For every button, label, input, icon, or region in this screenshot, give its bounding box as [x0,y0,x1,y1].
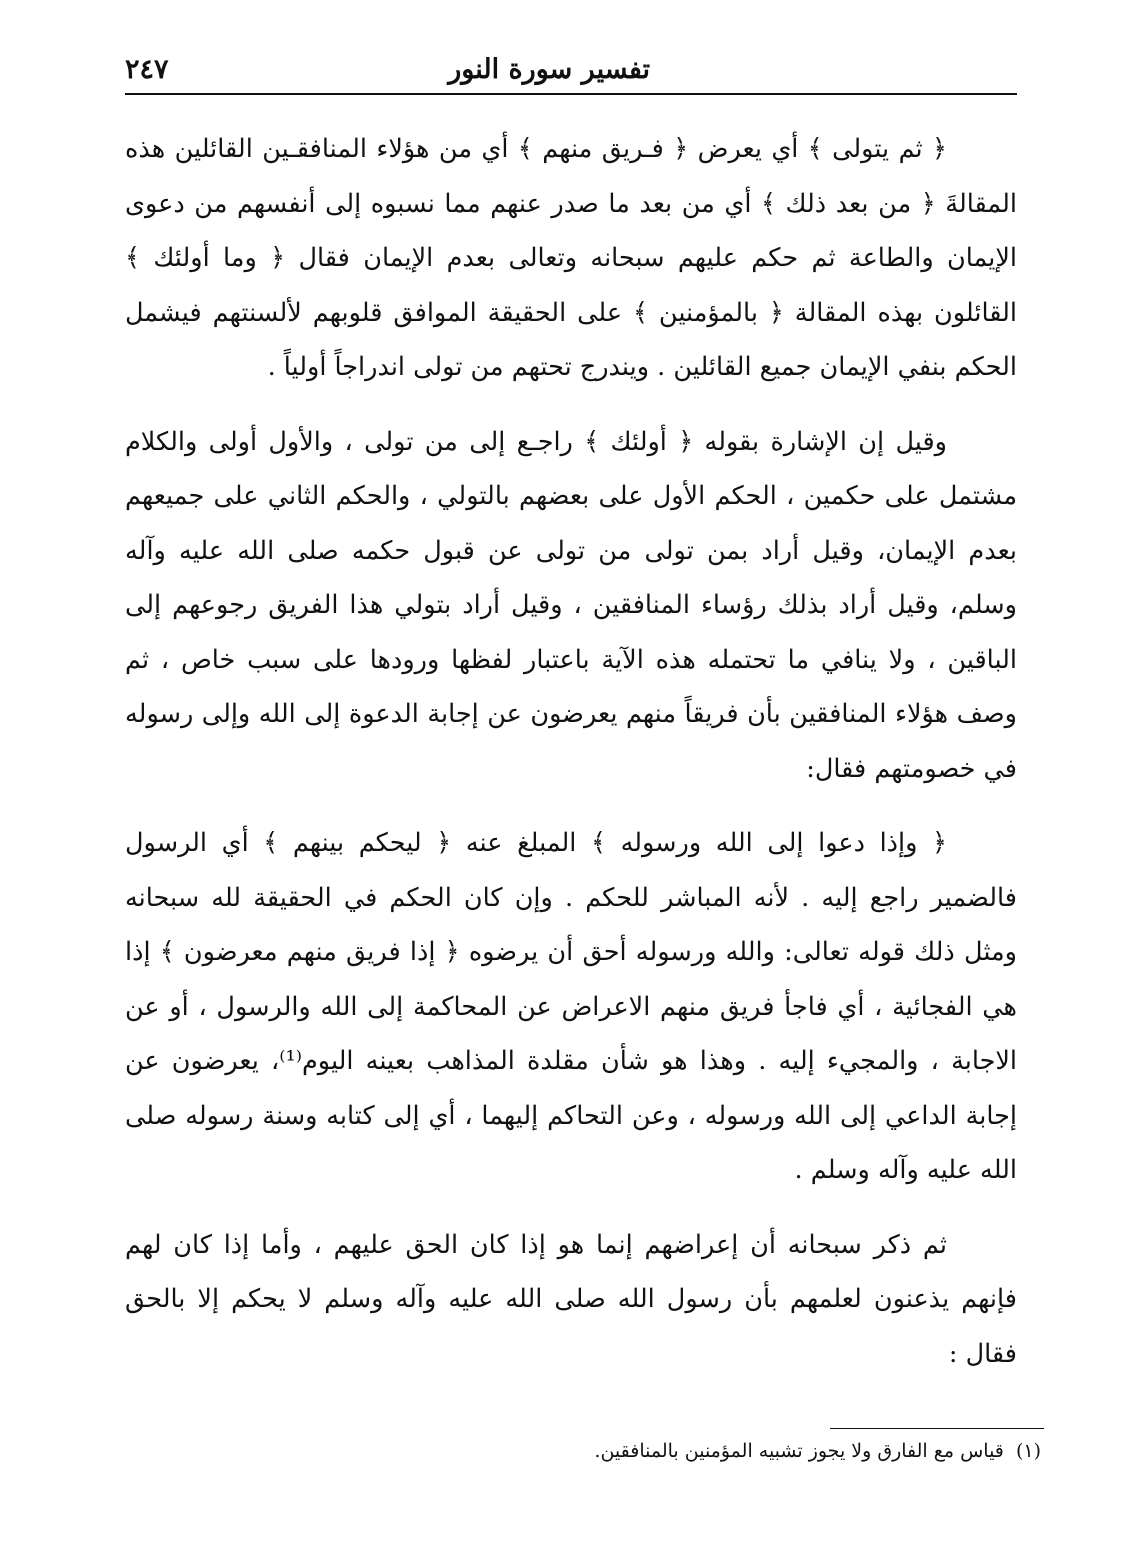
footnote-marker: (١) [1015,1440,1041,1462]
paragraph-4: ثم ذكر سبحانه أن إعراضهم إنما هو إذا كان الحق عليهم ، وأما إذا كان لهم فإنهم يذعنون لعلمهم بأن رسول الله صلى الله عليه وآله وسلم لا يحكم إلا بالحق فقال : [125,1229,1017,1369]
footnote-text: قياس مع الفارق ولا يجوز تشبيه المؤمنين بالمنافقين. [594,1440,1004,1462]
main-text [125,122,1017,1381]
paragraph-3: ﴿ وإذا دعوا إلى الله ورسوله ﴾ المبلغ عنه ﴿ ليحكم بينهم ﴾ أي الرسول فالضمير راجع إليه . لأنه المباشر للحكم . وإن كان الحكم في الحقيقة لله سبحانه ومثل ذلك قوله تعالى: والله ورسوله أحق أن يرضوه ﴿ إذا فريق منهم معرضون ﴾ إذا هي الفجائية ، أي فاجأ فريق منهم الاعراض عن المحاكمة إلى الله والرسول ، أو عن الاجابة ، والمجيء إليه . وهذا هو شأن مقلدة المذاهب بعينه اليوم⁽¹⁾، يعرضون عن إجابة الداعي إلى الله ورسوله ، وعن التحاكم إليهما ، أي إلى كتابه وسنة رسوله صلى الله عليه وآله وسلم . [125,828,1017,1185]
page-header [125,48,1015,94]
page-number: ٢٤٧ [125,54,169,85]
footnote [594,1436,1041,1466]
footnote-divider [830,1428,1044,1429]
paragraph-1: ﴿ ثم يتولى ﴾ أي يعرض ﴿ فـريق منهم ﴾ أي من هؤلاء المنافقـين القائلين هذه المقالةَ ﴿ من بعد ذلك ﴾ أي من بعد ما صدر عنهم مما نسبوه إلى أنفسهم من دعوى الإيمان والطاعة ثم حكم عليهم سبحانه وتعالى بعدم الإيمان فقال ﴿ وما أولئك ﴾ القائلون بهذه المقالة ﴿ بالمؤمنين ﴾ على الحقيقة الموافق قلوبهم لألسنتهم فيشمل الحكم بنفي الإيمان جميع القائلين . ويندرج تحتهم من تولى اندراجاً أولياً . [125,134,1017,382]
header-divider [125,93,1017,95]
running-title: تفسير سورة النور [448,54,650,85]
paragraph-2: وقيل إن الإشارة بقوله ﴿ أولئك ﴾ راجـع إلى من تولى ، والأول أولى والكلام مشتمل على حكمين ، الحكم الأول على بعضهم بالتولي ، والحكم الثاني على جميعهم بعدم الإيمان، وقيل أراد بمن تولى من تولى عن قبول حكمه صلى الله عليه وآله وسلم، وقيل أراد بذلك رؤساء المنافقين ، وقيل أراد بتولي هذا الفريق رجوعهم إلى الباقين ، ولا ينافي ما تحتمله هذه الآية باعتبار لفظها ورودها على سبب خاص ، ثم وصف هؤلاء المنافقين بأن فريقاً منهم يعرضون عن إجابة الدعوة إلى الله وإلى رسوله في خصومتهم فقال: [125,426,1017,784]
